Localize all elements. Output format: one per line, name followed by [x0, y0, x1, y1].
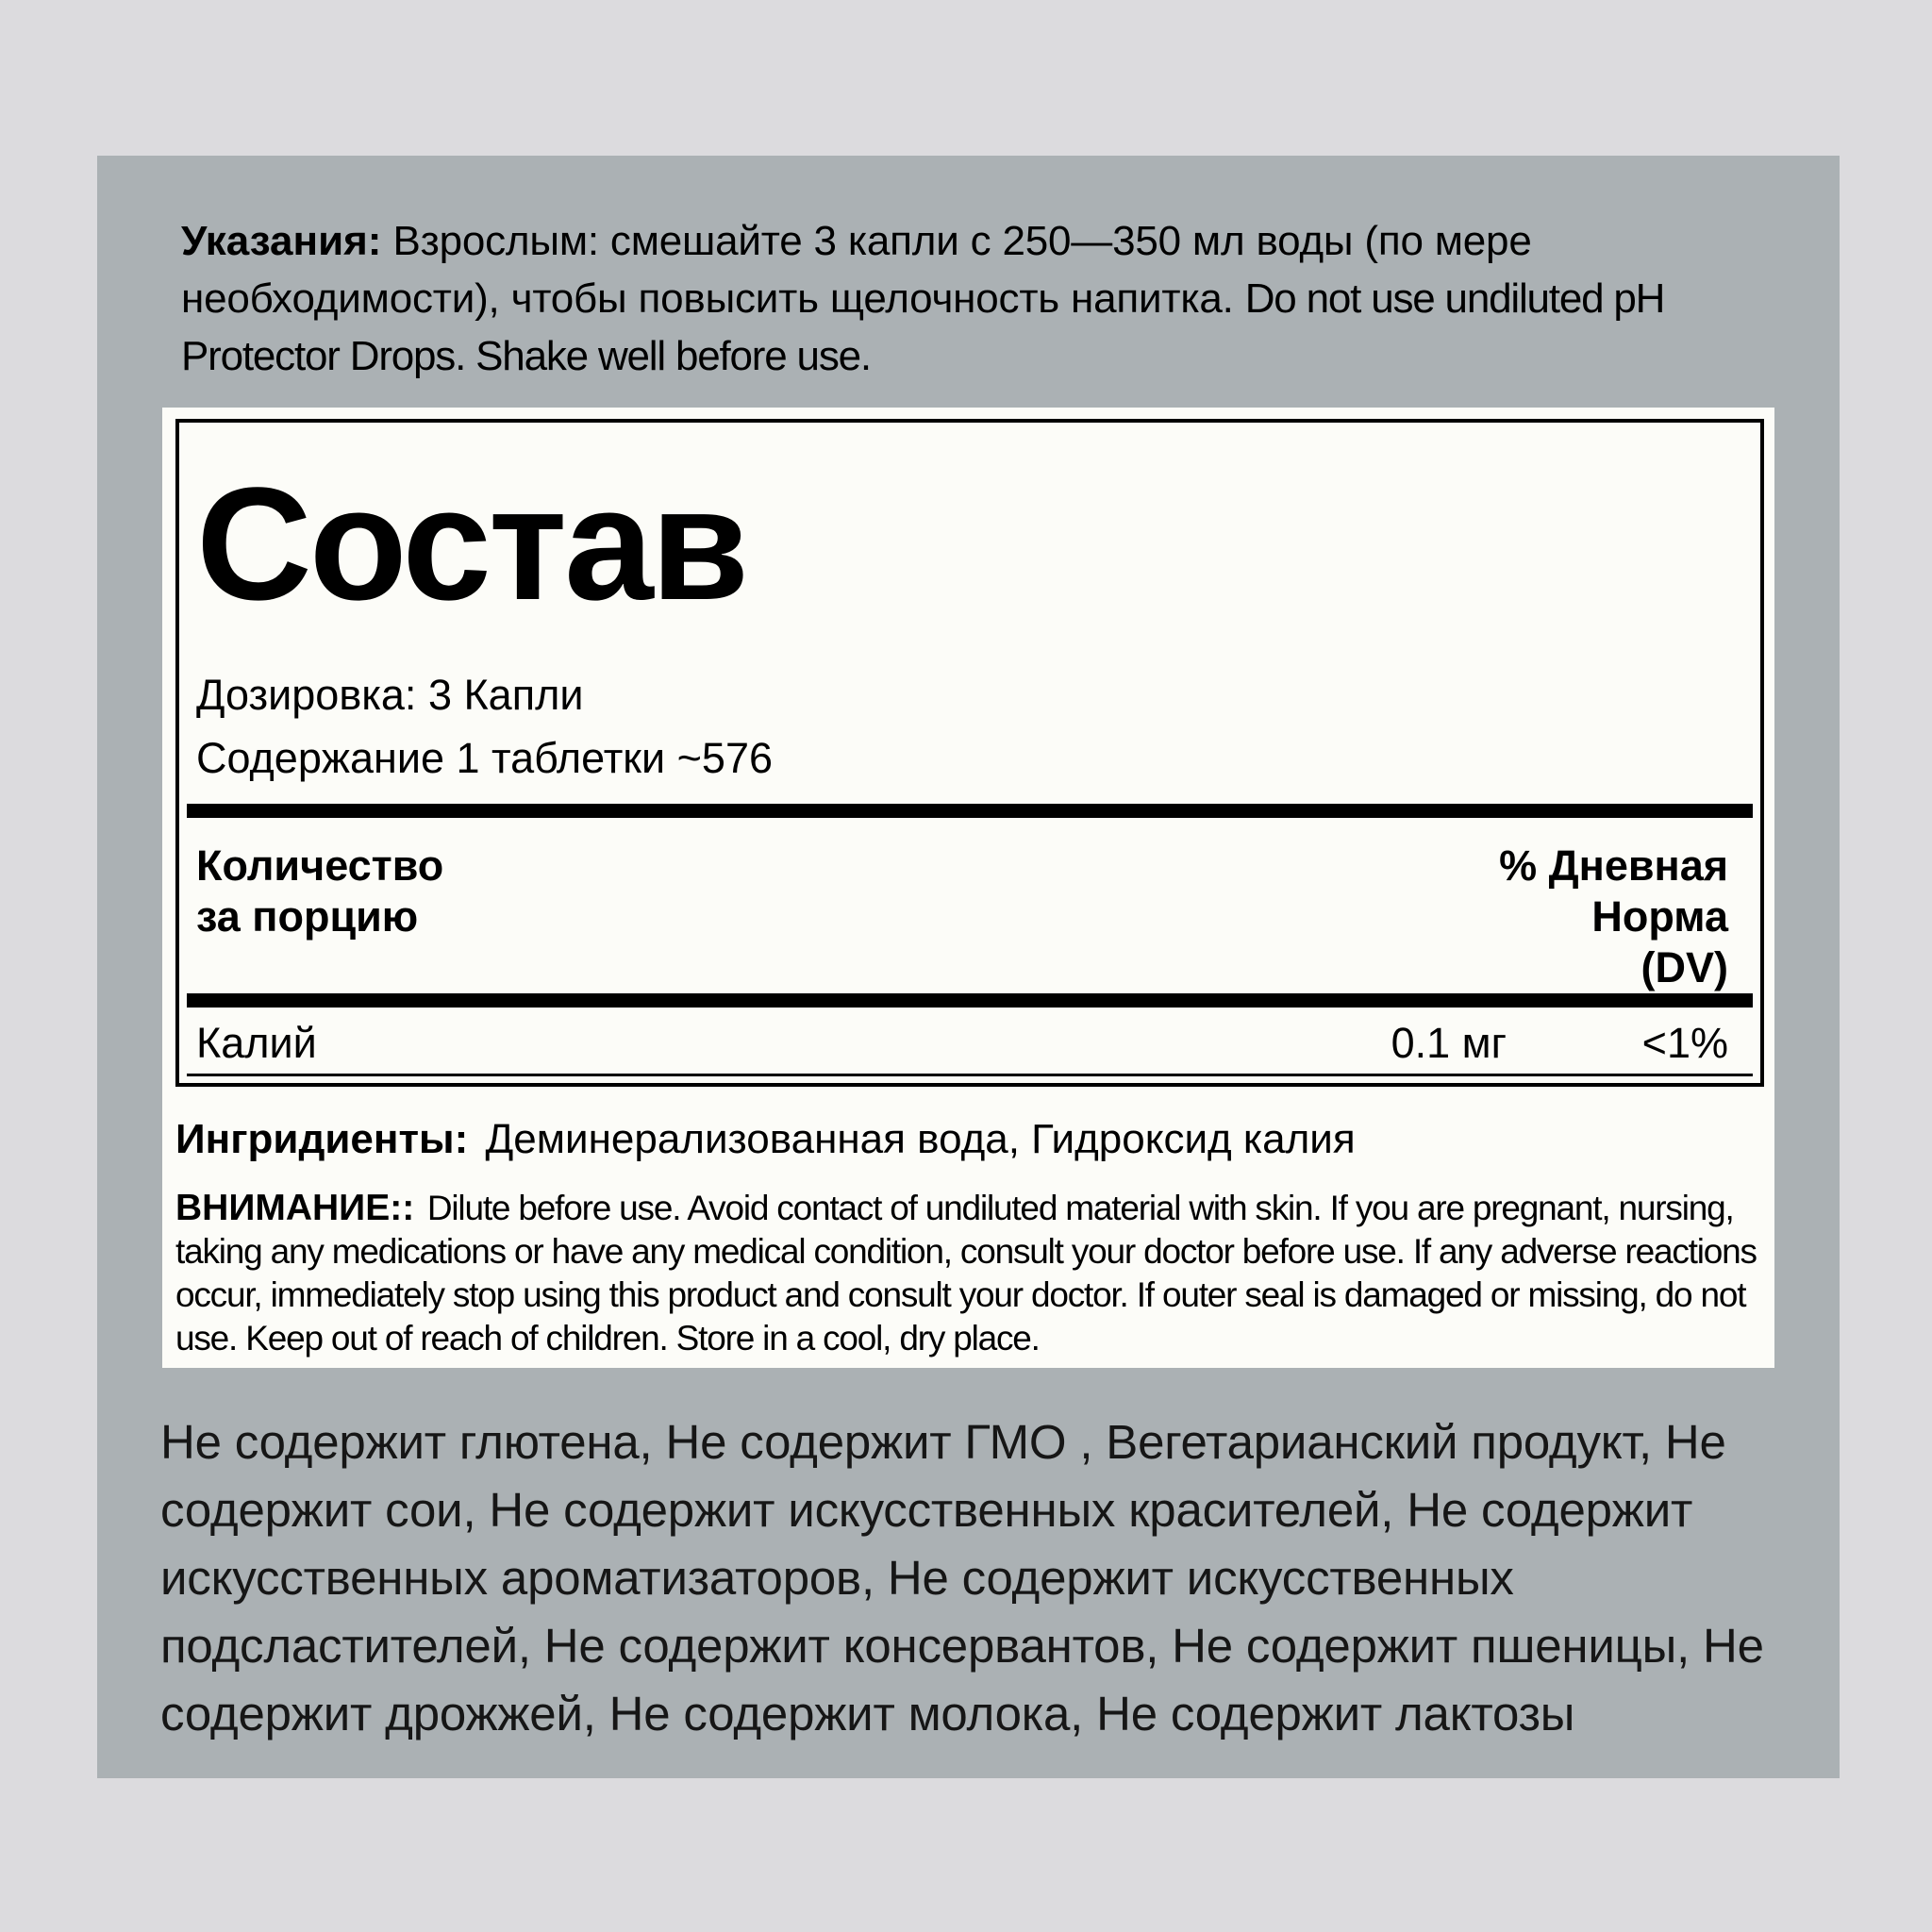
column-header-dv-line1: % Дневная: [1499, 841, 1728, 890]
divider-thick-top: [187, 804, 1753, 818]
ingredients-text: Деминерализованная вода, Гидроксид калия: [485, 1116, 1356, 1162]
product-label: [97, 156, 1840, 1778]
servings-per-container: Содержание 1 таблетки ~576: [196, 734, 773, 782]
directions-paragraph: [181, 212, 1690, 385]
column-header-amount-line1: Количество: [196, 841, 444, 890]
divider-thin: [187, 1074, 1753, 1076]
warning-text: Dilute before use. Avoid contact of undiluted material with skin. If you are pregnant, nursing, taking any medications or have any medical condition, consult your doctor before use. If any adverse reactions occur, immediately stop using this product and consult your doctor. If outer seal is damaged or missing, do not use. Keep out of reach of children. Store in a cool, dry place.: [175, 1189, 1757, 1357]
nutrient-amount: 0.1 мг: [1391, 1019, 1507, 1067]
table-header-row: [187, 841, 1753, 993]
directions-text-ru: Взрослым: смешайте 3 капли с 250—350 мл воды (по мере необходимости), чтобы повысить щелочность напитка.: [181, 218, 1532, 322]
supplement-facts-table: [175, 419, 1764, 1087]
serving-size: Дозировка: 3 Капли: [196, 671, 584, 719]
warning-lead: ВНИМАНИЕ::: [175, 1188, 415, 1228]
directions-lead: Указания:: [181, 218, 382, 264]
column-header-amount-line2: за порцию: [196, 892, 419, 941]
nutrient-name: Калий: [196, 1019, 317, 1067]
free-from-statement: Не содержит глютена, Не содержит ГМО , Вегетарианский продукт, Не содержит сои, Не содержит искусственных красителей, Не содержит искусственных ароматизаторов, Не содержит искусственных подсластителей, Не содержит консервантов, Не содержит пшеницы, Не содержит дрожжей, Не содержит молока, Не содержит лактозы: [160, 1415, 1764, 1740]
column-header-dv-line2: Норма: [1591, 892, 1728, 941]
ingredients-lead: Ингридиенты:: [175, 1116, 469, 1162]
nutrient-dv: <1%: [1641, 1019, 1728, 1067]
directions-text-en: Do not use undiluted pH Protector Drops. Shake well before use.: [181, 275, 1665, 379]
facts-title: Состав: [196, 455, 747, 634]
divider-thick-bottom: [187, 993, 1753, 1008]
column-header-amount: [187, 841, 443, 993]
supplement-facts-panel: [162, 408, 1774, 1368]
ingredients-paragraph: [175, 1115, 1756, 1164]
column-header-dv-line3: (DV): [1641, 943, 1728, 991]
column-header-dv: [1499, 841, 1753, 993]
table-row-potassium: [187, 1021, 1753, 1066]
warning-paragraph: [175, 1187, 1761, 1360]
